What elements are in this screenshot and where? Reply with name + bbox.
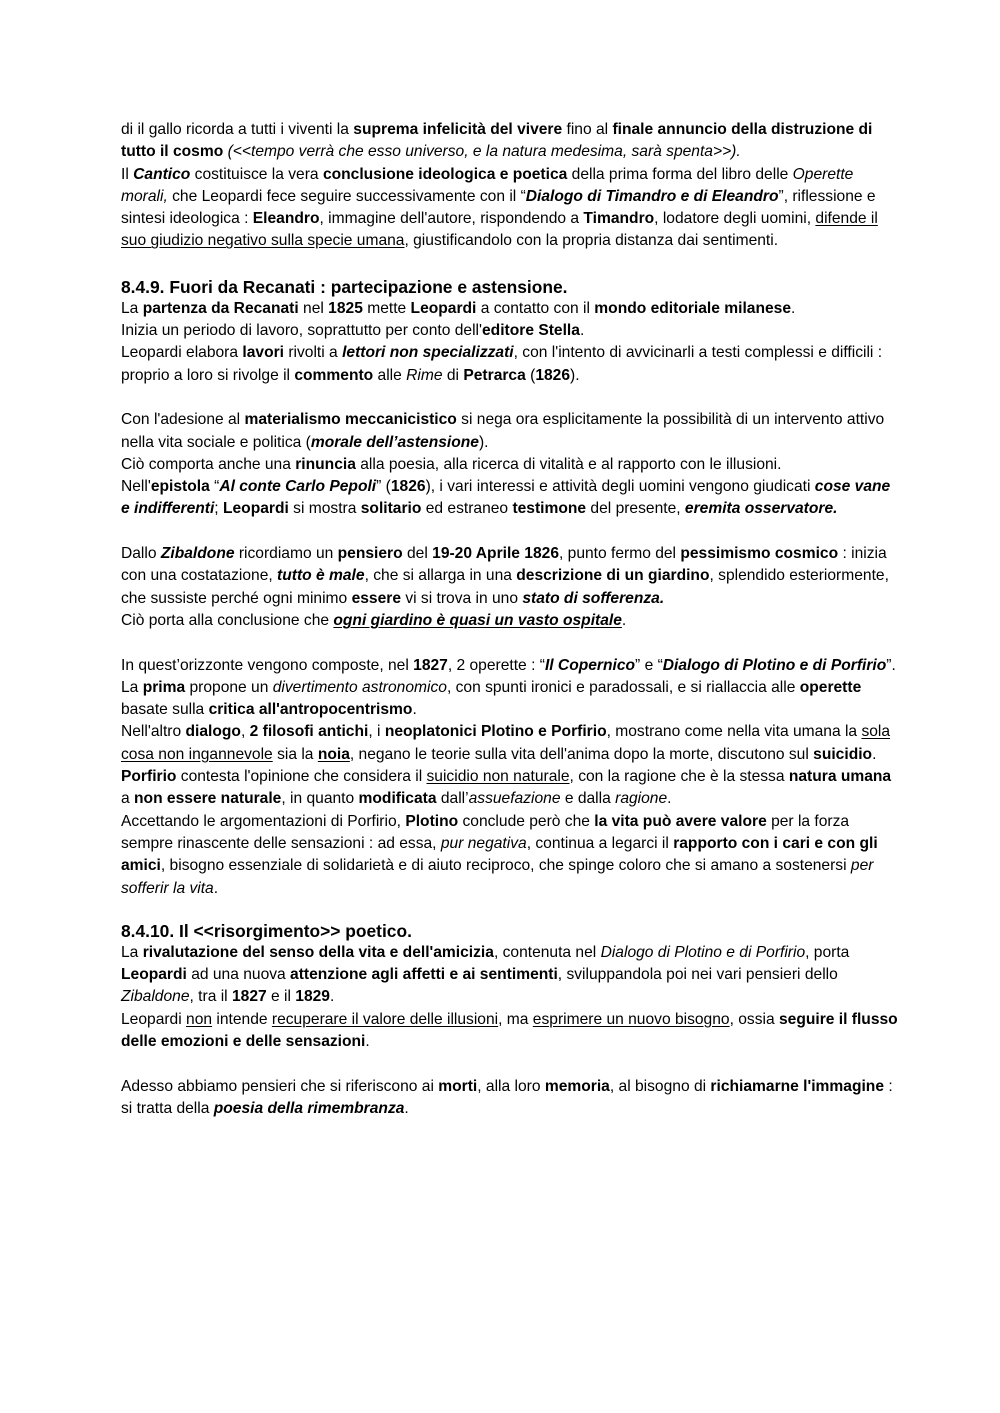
text-run: contesta l'opinione che considera il: [176, 768, 427, 786]
bold-text: Eleandro: [252, 210, 320, 228]
text-run: della prima forma del libro delle: [567, 165, 793, 183]
paragraph: [121, 677, 900, 722]
bold-text: neoplatonici Plotino e Porfirio: [384, 723, 607, 741]
text-run: , negano le teorie sulla vita dell'anima dopo la morte, discutono sul: [349, 745, 814, 763]
bold-text: Porfirio: [121, 768, 177, 786]
bold-text: rivalutazione del senso della vita e dell'amicizia: [142, 943, 494, 961]
bold-text: mondo editoriale milanese: [594, 299, 792, 317]
bold-text: 1827: [231, 988, 267, 1006]
bold-text: operette: [799, 678, 862, 696]
bold-italic-text: stato di sofferenza.: [522, 589, 665, 607]
bold-text: finale annuncio della distruzione di tutto il cosmo: [121, 121, 873, 161]
bold-italic-text: poesia della rimembranza: [213, 1099, 405, 1117]
bold-text: attenzione agli affetti e ai sentimenti: [290, 966, 558, 984]
paragraph: [121, 454, 900, 476]
underlined-text: esprimere un nuovo bisogno: [532, 1010, 730, 1028]
italic-text: Dialogo di Plotino e di Porfirio: [600, 943, 806, 961]
text-run: “: [209, 478, 220, 496]
paragraph: [121, 119, 900, 164]
text-run: intende: [212, 1010, 272, 1028]
text-run: , mostrano come nella vita umana la: [606, 723, 862, 741]
bold-italic-text: Cantico: [133, 165, 191, 183]
text-run: Ciò porta alla conclusione che: [121, 611, 334, 629]
text-run: sia la: [272, 745, 318, 763]
bold-text: natura umana: [788, 768, 892, 786]
text-run: Leopardi elabora: [121, 344, 243, 362]
text-run: .: [621, 611, 627, 629]
text-run: propone un: [185, 678, 273, 696]
underlined-text: ogni giardino è quasi un vasto ospitale: [333, 611, 622, 629]
bold-italic-text: morale dell’astensione: [310, 433, 479, 451]
italic-text: divertimento astronomico: [272, 678, 447, 696]
text-run: .: [872, 745, 877, 763]
italic-text: assuefazione: [468, 790, 561, 808]
bold-text: Plotino: [405, 812, 459, 830]
text-run: , in quanto: [281, 790, 359, 808]
bold-text: 1829: [295, 988, 330, 1006]
text-run: ”.: [886, 656, 896, 674]
text-run: , ossia: [729, 1010, 779, 1028]
text-run: (: [525, 366, 536, 384]
text-run: , i: [368, 723, 385, 741]
text-run: si mostra: [288, 500, 361, 518]
bold-text: prima: [142, 678, 186, 696]
paragraph: [121, 164, 900, 253]
bold-italic-text: tutto è male: [277, 567, 365, 585]
bold-text: 1826: [390, 478, 426, 496]
section-heading: 8.4.9. Fuori da Recanati : partecipazione e astensione.: [121, 276, 568, 297]
text-run: , splendido esteriormente, che sussiste perché ogni minimo: [121, 567, 889, 607]
text-run: , alla loro: [477, 1077, 545, 1095]
text-run: : si tratta della: [121, 1077, 893, 1117]
text-run: La: [121, 943, 143, 961]
paragraph: [121, 655, 900, 677]
text-run: In quest’orizzonte vengono composte, nel: [121, 656, 414, 674]
text-run: Nell': [121, 478, 151, 496]
text-run: .: [329, 988, 335, 1006]
paragraph-gap: [121, 387, 900, 409]
bold-text: solitario: [360, 500, 422, 518]
text-run: alle: [373, 366, 407, 384]
italic-text: (<<tempo verrà che esso universo, e la natura medesima, sarà spenta>>).: [227, 143, 741, 161]
bold-text: essere: [351, 589, 401, 607]
bold-italic-text: Dialogo di Timandro e di Eleandro: [525, 187, 779, 205]
bold-text: memoria: [544, 1077, 610, 1095]
underlined-text: non: [186, 1010, 213, 1028]
italic-text: ragione: [615, 790, 668, 808]
bold-text: dialogo: [185, 723, 241, 741]
text-run: Inizia un periodo di lavoro, soprattutto per conto dell': [121, 322, 482, 340]
text-run: .: [404, 1099, 409, 1117]
bold-text: suicidio: [813, 745, 873, 763]
bold-italic-text: Zibaldone: [160, 545, 235, 563]
text-run: La: [121, 678, 143, 696]
text-run: La: [121, 299, 143, 317]
bold-italic-text: Il Copernico: [544, 656, 636, 674]
text-run: , continua a legarci il: [526, 834, 674, 852]
text-run: a contatto con il: [476, 299, 595, 317]
bold-text: materialismo meccanicistico: [244, 411, 457, 429]
text-run: .: [213, 879, 219, 897]
bold-italic-text: cose vane e indifferenti: [121, 478, 891, 518]
text-run: ,: [240, 723, 250, 741]
text-run: per la forza sempre rinascente delle sensazioni : ad essa,: [121, 812, 850, 852]
text-run: basate sulla: [121, 701, 209, 719]
bold-text: Leopardi: [222, 500, 289, 518]
text-run: Adesso abbiamo pensieri che si riferiscono ai: [121, 1077, 439, 1095]
bold-text: non essere naturale: [134, 790, 282, 808]
italic-text: per sofferir la vita: [121, 857, 874, 897]
text-run: .: [667, 790, 672, 808]
bold-italic-text: Dialogo di Plotino e di Porfirio: [662, 656, 887, 674]
bold-text: Leopardi: [410, 299, 477, 317]
text-run: , bisogno essenziale di solidarietà e di aiuto reciproco, che spinge coloro che si amano a sostenersi: [160, 857, 851, 875]
paragraph: [121, 1076, 900, 1121]
text-run: , contenuta nel: [493, 943, 601, 961]
text-run: Dallo: [121, 545, 161, 563]
paragraph-gap: [121, 632, 900, 654]
bold-text: Petrarca: [463, 366, 526, 384]
italic-text: Operette morali,: [121, 165, 854, 205]
text-run: , punto fermo del: [559, 545, 681, 563]
bold-text: rapporto con i cari e con gli amici: [121, 834, 878, 875]
bold-text: commento: [294, 366, 374, 384]
text-run: di: [442, 366, 464, 384]
bold-text: rinuncia: [295, 455, 356, 473]
paragraph-gap: [121, 1053, 900, 1075]
paragraph: [121, 942, 900, 1009]
paragraph: [121, 320, 900, 342]
paragraph: [121, 721, 900, 766]
text-run: , ma: [498, 1010, 533, 1028]
bold-text: descrizione di un giardino: [516, 567, 710, 585]
paragraph: [121, 476, 900, 521]
bold-italic-text: lettori non specializzati: [342, 344, 514, 362]
text-run: , con la ragione che è la stessa: [569, 768, 789, 786]
text-run: , sviluppandola poi nei vari pensieri dello: [557, 966, 838, 984]
text-run: .: [791, 299, 796, 317]
underlined-text: recuperare il valore delle illusioni: [271, 1010, 499, 1028]
bold-text: 2 filosofi antichi: [249, 723, 369, 741]
text-run: vi si trova in uno: [401, 589, 523, 607]
bold-text: Timandro: [583, 210, 655, 228]
text-run: , 2 operette : “: [447, 656, 545, 674]
text-run: fino al: [562, 121, 613, 138]
text-run: ricordiamo un: [234, 545, 338, 563]
text-run: .: [579, 322, 585, 340]
bold-text: 19-20 Aprile 1826: [432, 545, 559, 563]
text-run: , che si allarga in una: [364, 567, 517, 585]
paragraph: [121, 298, 900, 320]
text-run: , al bisogno di: [609, 1077, 711, 1095]
text-run: , giustificandolo con la propria distanza dai sentimenti.: [404, 232, 779, 250]
underlined-text: noia: [317, 745, 350, 763]
text-run: , con spunti ironici e paradossali, e si riallaccia alle: [446, 678, 800, 696]
paragraph: [121, 766, 900, 811]
text-run: ” e “: [635, 656, 663, 674]
paragraph: [121, 543, 900, 610]
bold-text: critica all'antropocentrismo: [208, 701, 413, 719]
paragraph: [121, 811, 900, 900]
text-run: costituisce la vera: [190, 165, 323, 183]
text-run: ).: [570, 366, 580, 384]
bold-text: richiamarne l'immagine: [710, 1077, 884, 1095]
text-run: conclude però che: [458, 812, 595, 830]
text-run: si nega ora esplicitamente la possibilità di un intervento attivo nella vita sociale e politica (: [121, 411, 885, 451]
text-run: : inizia con una costatazione,: [121, 545, 887, 585]
bold-text: morti: [438, 1077, 478, 1095]
bold-text: seguire il flusso delle emozioni e delle sensazioni: [121, 1010, 898, 1050]
italic-text: Zibaldone: [121, 988, 190, 1006]
text-run: Il: [121, 165, 134, 183]
italic-text: pur negativa: [440, 834, 527, 852]
text-run: ” (: [376, 478, 391, 496]
text-run: , lodatore degli uomini,: [654, 210, 816, 228]
bold-text: editore Stella: [482, 322, 580, 340]
paragraph-gap: [121, 521, 900, 543]
text-run: dall’: [436, 790, 469, 808]
text-run: Con l'adesione al: [121, 411, 245, 429]
text-run: che Leopardi fece seguire successivamente con il “: [167, 187, 526, 205]
text-run: Ciò comporta anche una: [121, 455, 296, 473]
text-run: rivolti a: [284, 344, 343, 362]
bold-text: Leopardi: [121, 966, 187, 984]
bold-text: conclusione ideologica e poetica: [322, 165, 568, 183]
paragraph: [121, 610, 900, 632]
underlined-text: sola cosa non ingannevole: [121, 723, 891, 763]
bold-text: 1825: [328, 299, 363, 317]
text-run: Leopardi: [121, 1010, 187, 1028]
text-run: ).: [478, 433, 489, 451]
bold-text: epistola: [150, 478, 210, 496]
bold-italic-text: Al conte Carlo Pepoli: [219, 478, 377, 496]
text-run: .: [365, 1032, 370, 1050]
text-run: , tra il: [189, 988, 232, 1006]
text-run: del presente,: [586, 500, 685, 518]
text-run: nel: [298, 299, 329, 317]
text-run: ”, riflessione e sintesi ideologica :: [121, 187, 876, 228]
text-run: e dalla: [560, 790, 616, 808]
text-run: di il gallo ricorda a tutti i viventi la: [121, 121, 354, 138]
bold-text: 1826: [535, 366, 571, 384]
text-run: ad una nuova: [186, 966, 291, 984]
text-run: ), i vari interessi e attività degli uomini vengono giudicati: [425, 478, 815, 496]
text-run: , immagine dell'autore, rispondendo a: [319, 210, 584, 228]
bold-text: partenza da Recanati: [142, 299, 299, 317]
text-run: , porta: [805, 943, 850, 961]
bold-text: suprema infelicità del vivere: [353, 121, 563, 138]
bold-text: la vita può avere valore: [594, 812, 767, 830]
underlined-text: suicidio non naturale: [426, 768, 570, 786]
section-heading: 8.4.10. Il <<risorgimento>> poetico.: [121, 920, 412, 941]
text-run: ;: [214, 500, 223, 518]
text-run: ed estraneo: [421, 500, 513, 518]
underlined-text: difende il suo giudizio negativo sulla specie umana: [121, 210, 878, 250]
paragraph: [121, 1009, 900, 1054]
bold-text: lavori: [242, 344, 284, 362]
text-run: , con l'intento di avvicinarli a testi complessi e difficili : proprio a loro si rivolge il: [121, 344, 883, 384]
text-run: .: [412, 701, 417, 719]
text-run: alla poesia, alla ricerca di vitalità e al rapporto con le illusioni.: [355, 455, 782, 473]
bold-text: pessimismo cosmico: [680, 545, 839, 563]
italic-text: Rime: [406, 366, 443, 384]
text-run: Accettando le argomentazioni di Porfirio,: [121, 812, 406, 830]
bold-text: modificata: [358, 790, 437, 808]
text-run: a: [121, 790, 135, 808]
text-run: mette: [362, 299, 411, 317]
text-run: del: [402, 545, 433, 563]
text-run: e il: [266, 988, 296, 1006]
bold-text: testimone: [512, 500, 587, 518]
text-run: Nell'altro: [121, 723, 186, 741]
bold-italic-text: eremita osservatore.: [684, 500, 838, 518]
paragraph: [121, 342, 900, 387]
paragraph: [121, 409, 900, 454]
bold-text: pensiero: [337, 545, 403, 563]
bold-text: 1827: [413, 656, 448, 674]
